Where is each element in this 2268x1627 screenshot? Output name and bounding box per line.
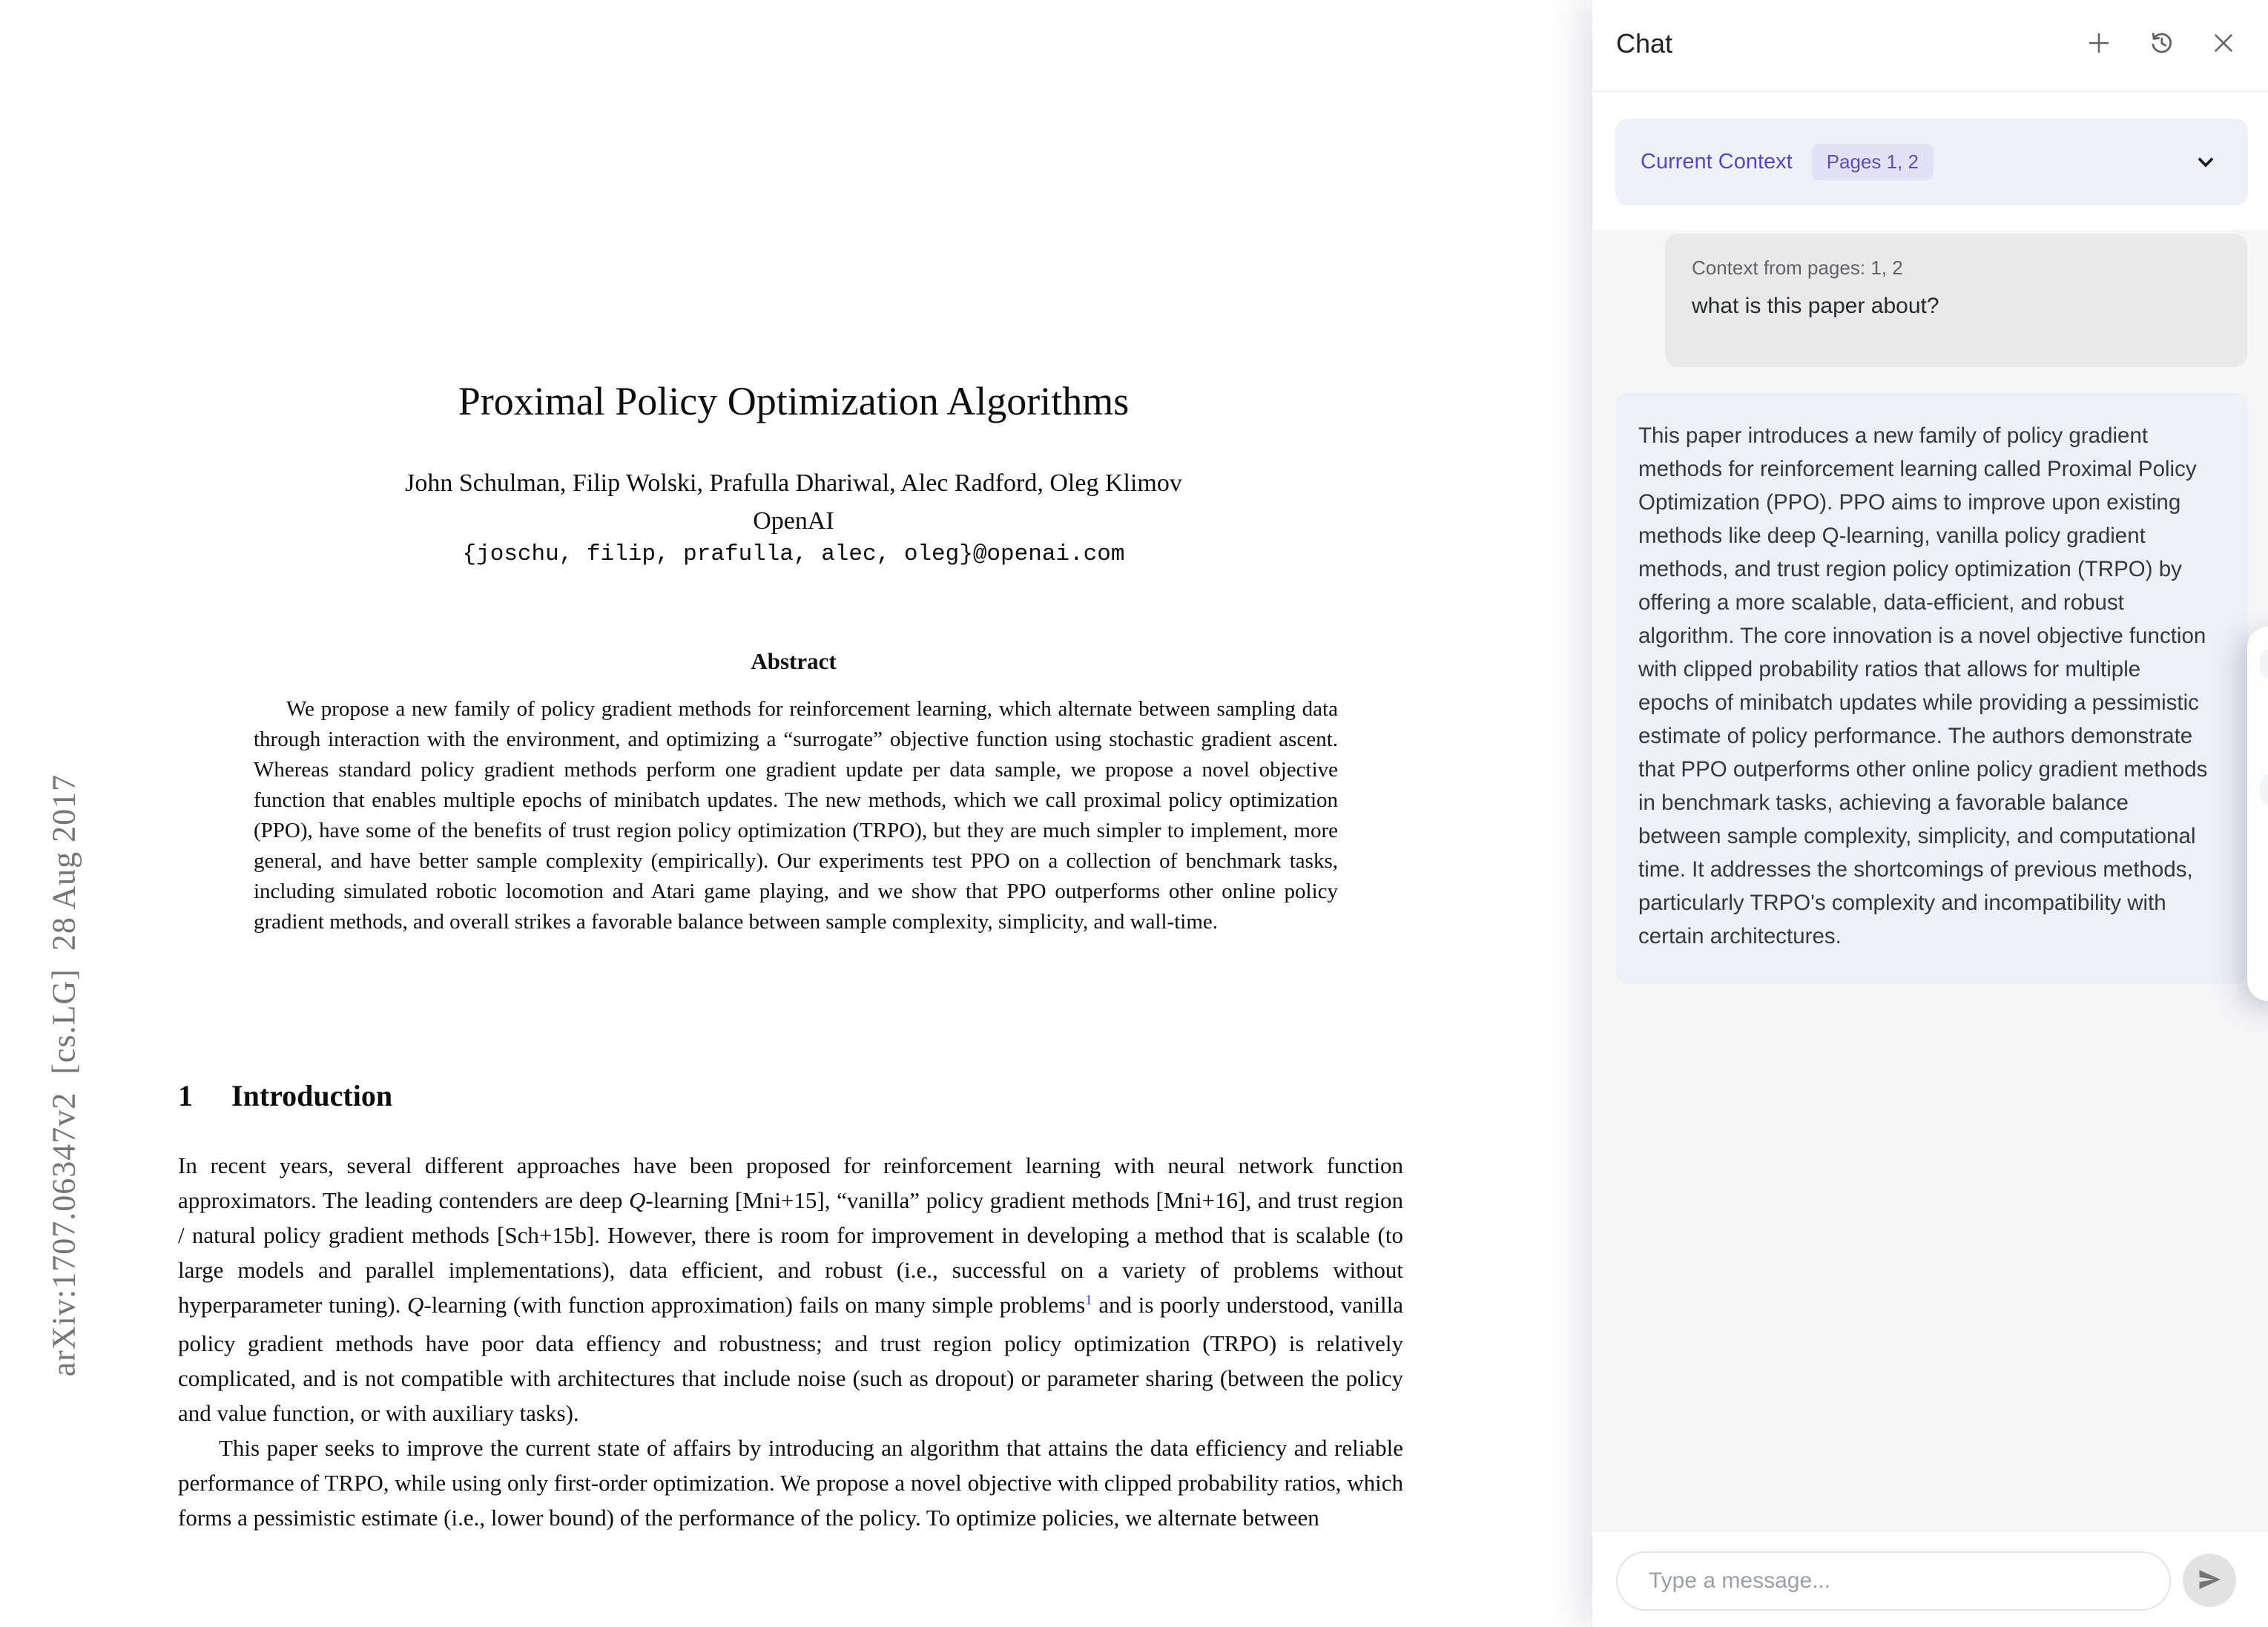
user-message-context-label: Context from pages: 1, 2 <box>1692 257 1903 279</box>
paper-title: Proximal Policy Optimization Algorithms <box>458 379 1130 423</box>
context-section <box>1592 92 2268 230</box>
abstract-text: We propose a new family of policy gradient methods for reinforcement learning, which alternate between sampling data through interaction with the environment, and optimizing a “surrogate” objective function using stochastic gradient ascent. Whereas standard policy gradient methods perform one gradient update per data sample, we propose a novel objective function that enables multiple epochs of minibatch updates. The new methods, which we call proximal policy optimization (PPO), have some of the benefits of trust region policy optimization (TRPO), but they are much simpler to implement, more general, and have better sample complexity (empirically). Our experiments test PPO on a collection of benchmark tasks, including simulated robotic locomotion and Atari game playing, and we show that PPO outperforms other online policy gradient methods, and overall strikes a favorable balance between sample complexity, simplicity, and wall-time. <box>254 697 1338 934</box>
chat-input-bar <box>1592 1531 2268 1627</box>
current-context-bar[interactable] <box>1615 119 2248 205</box>
assistant-message: This paper introduces a new family of policy gradient methods for reinforcement learning called Proximal Policy Optimization (PPO). PPO aims to improve upon existing methods like deep Q-learning, vanilla policy gradient methods, and trust region policy optimization (TRPO) by offering a more scalable, data-efficient, and robust algorithm. The core innovation is a novel objective function with clipped probability ratios that allows for multiple epochs of minibatch updates while providing a pessimistic estimate of policy performance. The authors demonstrate that PPO outperforms other online policy gradient methods in benchmark tasks, achieving a favorable balance between sample complexity, simplicity, and computational time. It addresses the shortcomings of previous methods, particularly TRPO's complexity and incompatibility with certain architectures. <box>1615 392 2248 984</box>
context-pages-badge: Pages 1, 2 <box>1812 144 1934 180</box>
chat-history-button[interactable] <box>2143 25 2180 62</box>
section-number: 1 <box>178 1079 193 1112</box>
chat-header <box>1592 0 2268 92</box>
paper-email: {joschu, filip, prafulla, alec, oleg}@openai.com <box>462 541 1125 567</box>
arxiv-watermark: arXiv:1707.06347v2 [cs.LG] 28 Aug 2017 <box>45 773 82 1377</box>
close-icon <box>2210 30 2237 59</box>
send-icon <box>2196 1566 2223 1595</box>
abstract-heading: Abstract <box>751 648 837 674</box>
paper-affiliation: OpenAI <box>753 507 834 535</box>
current-context-label: Current Context <box>1641 150 1793 174</box>
intro-paragraph-1: In recent years, several different approaches have been proposed for reinforcement learning with neural network function approximators. The leading contenders are deep Q-learning [Mni+15], “vanilla” policy gradient methods [Mni+16], and trust region / natural policy gradient methods [Sch+15b]. However, there is room for improvement in developing a method that is scalable (to large models and parallel implementations), data efficient, and robust (i.e., successful on a variety of problems without hyperparameter tuning). Q-learning (with function approximation) fails on many simple problems$^1$ and is poorly understood, vanilla policy gradient methods have poor data effiency and robustness; and trust region policy optimization (TRPO) is relatively complicated, and is not compatible with architectures that include noise (such as dropout) or parameter sharing (between the policy and value function, or with auxiliary tasks). <box>178 1152 1403 1426</box>
chevron-down-icon[interactable] <box>2193 150 2218 175</box>
chat-panel-title: Chat <box>1616 28 1673 59</box>
chat-panel <box>1592 0 2268 1627</box>
close-chat-button[interactable] <box>2205 25 2242 62</box>
user-message-text: what is this paper about? <box>1692 294 1939 318</box>
history-icon <box>2148 30 2175 59</box>
toolbar-button-hint <box>2259 772 2268 808</box>
message-input[interactable] <box>1616 1551 2171 1611</box>
section-heading <box>178 1078 392 1113</box>
introduction-body <box>178 1148 1403 1535</box>
send-button[interactable] <box>2183 1554 2236 1607</box>
chat-message-list <box>1592 230 2268 1531</box>
new-chat-button[interactable] <box>2080 25 2117 62</box>
paper-authors: John Schulman, Filip Wolski, Prafulla Dhariwal, Alec Radford, Oleg Klimov <box>405 469 1182 497</box>
floating-toolbar-edge[interactable] <box>2247 627 2268 1001</box>
plus-icon <box>2086 30 2112 59</box>
intro-paragraph-2: This paper seeks to improve the current state of affairs by introducing an algorithm that attains the data efficiency and reliable performance of TRPO, while using only first-order optimization. We propose a novel objective with clipped probability ratios, which forms a pessimistic estimate (i.e., lower bound) of the performance of the policy. To optimize policies, we alternate between <box>178 1435 1403 1531</box>
user-message <box>1665 234 2247 367</box>
section-title: Introduction <box>231 1079 393 1112</box>
toolbar-button-hint <box>2259 646 2268 682</box>
